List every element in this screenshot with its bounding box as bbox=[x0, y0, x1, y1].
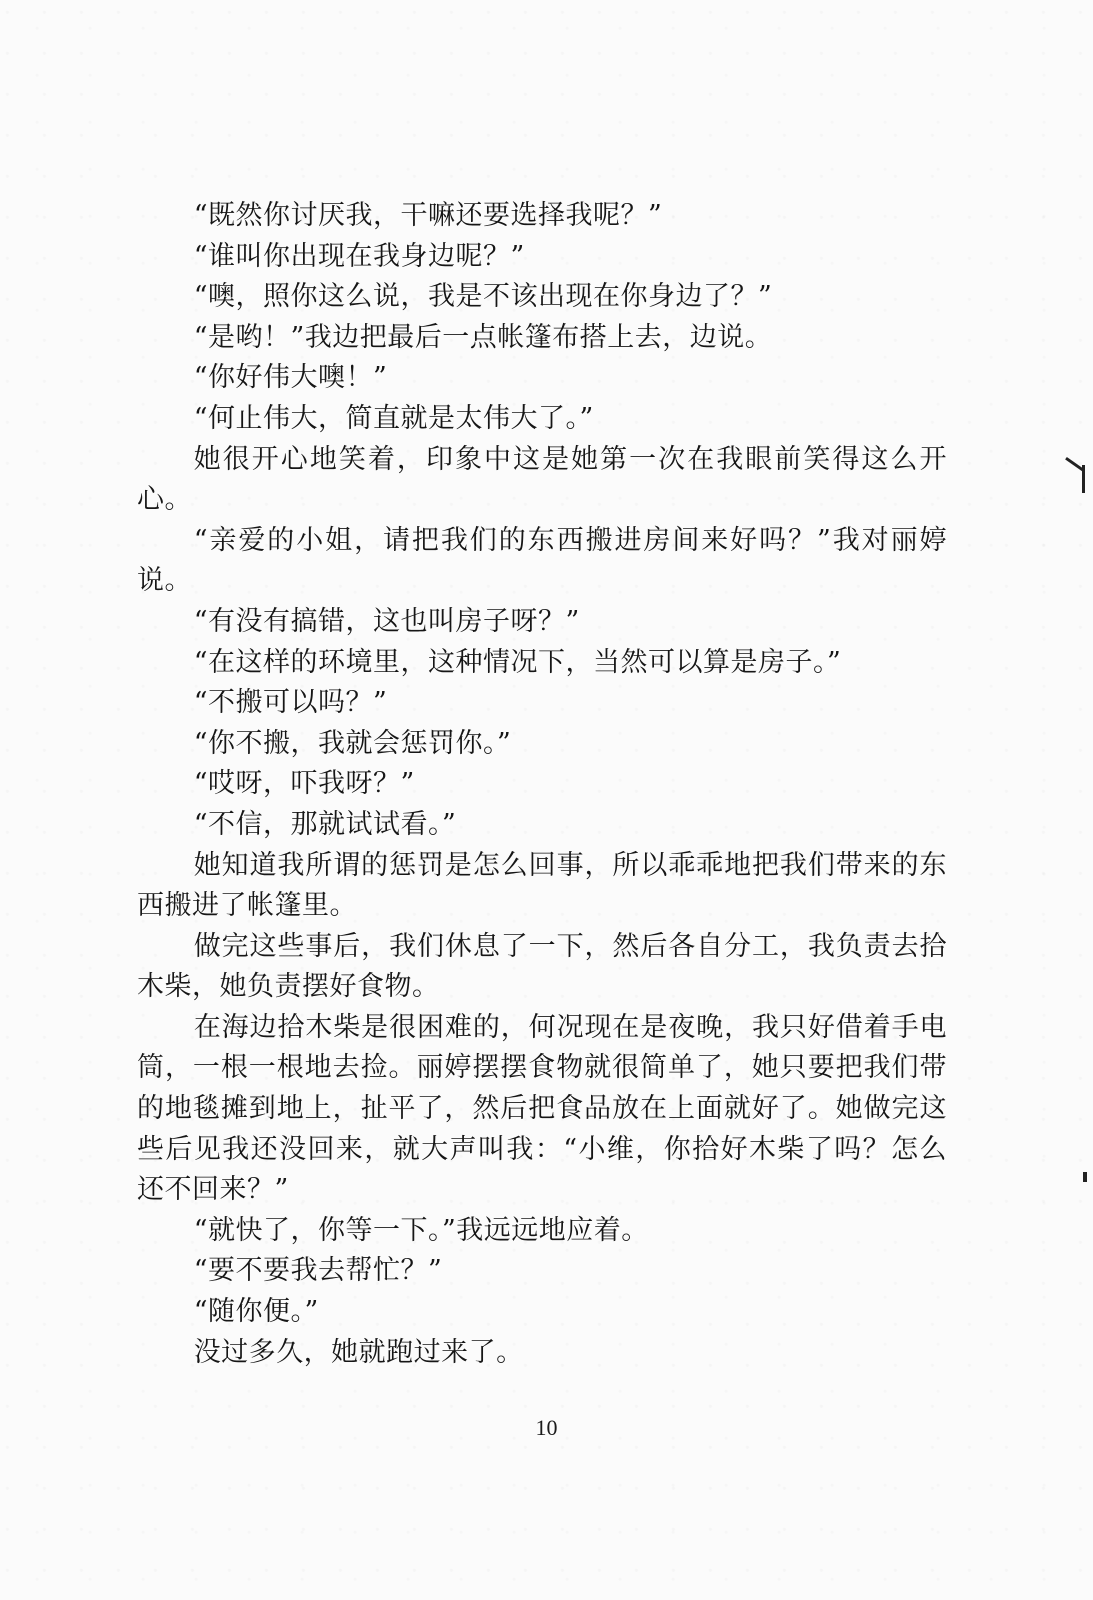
paragraph: “你不搬，我就会惩罚你。” bbox=[193, 727, 512, 759]
paragraph: 没过多久，她就跑过来了。 bbox=[193, 1336, 524, 1368]
body-text bbox=[137, 196, 947, 1373]
scan-artifact bbox=[1083, 1172, 1087, 1182]
paragraph: 她知道我所谓的惩罚是怎么回事，所以乖乖地把我们带来的东西搬进了帐篷里。 bbox=[137, 849, 947, 922]
paragraph: “何止伟大，简直就是太伟大了。” bbox=[193, 402, 594, 434]
paragraph: “你好伟大噢！” bbox=[193, 362, 388, 394]
paragraph: “就快了，你等一下。”我远远地应着。 bbox=[193, 1214, 649, 1246]
paragraph: 做完这些事后，我们休息了一下，然后各自分工，我负责去拾木柴，她负责摆好食物。 bbox=[137, 930, 947, 1003]
paragraph: “噢，照你这么说，我是不该出现在你身边了？” bbox=[193, 281, 773, 313]
paragraph: “哎呀，吓我呀？” bbox=[193, 768, 415, 800]
paragraph: “既然你讨厌我，干嘛还要选择我呢？” bbox=[193, 200, 663, 231]
paragraph: “是哟！”我边把最后一点帐篷布搭上去，边说。 bbox=[193, 321, 773, 353]
paragraph: 她很开心地笑着，印象中这是她第一次在我眼前笑得这么开心。 bbox=[137, 443, 947, 516]
paragraph: “在这样的环境里，这种情况下，当然可以算是房子。” bbox=[193, 646, 842, 678]
paragraph: 在海边拾木柴是很困难的，何况现在是夜晚，我只好借着手电筒，一根一根地去捡。丽婷摆摆食物就很简单了，她只要把我们带的地毯摊到地上，扯平了，然后把食品放在上面就好了。她做完这些后见我还没回来，就大声叫我：“小维，你拾好木柴了吗？怎么还不回来？” bbox=[137, 1011, 947, 1206]
paragraph: “不信，那就试试看。” bbox=[193, 808, 457, 840]
paragraph: “不搬可以吗？” bbox=[193, 687, 388, 719]
paragraph: “谁叫你出现在我身边呢？” bbox=[193, 240, 525, 272]
paragraph: “有没有搞错，这也叫房子呀？” bbox=[193, 605, 580, 637]
paragraph: “要不要我去帮忙？” bbox=[193, 1255, 443, 1287]
paragraph: “随你便。” bbox=[193, 1296, 319, 1328]
scan-artifact bbox=[1082, 465, 1085, 493]
page-number: 10 bbox=[535, 1415, 558, 1440]
paragraph: “亲爱的小姐，请把我们的东西搬进房间来好吗？”我对丽婷说。 bbox=[137, 524, 947, 597]
